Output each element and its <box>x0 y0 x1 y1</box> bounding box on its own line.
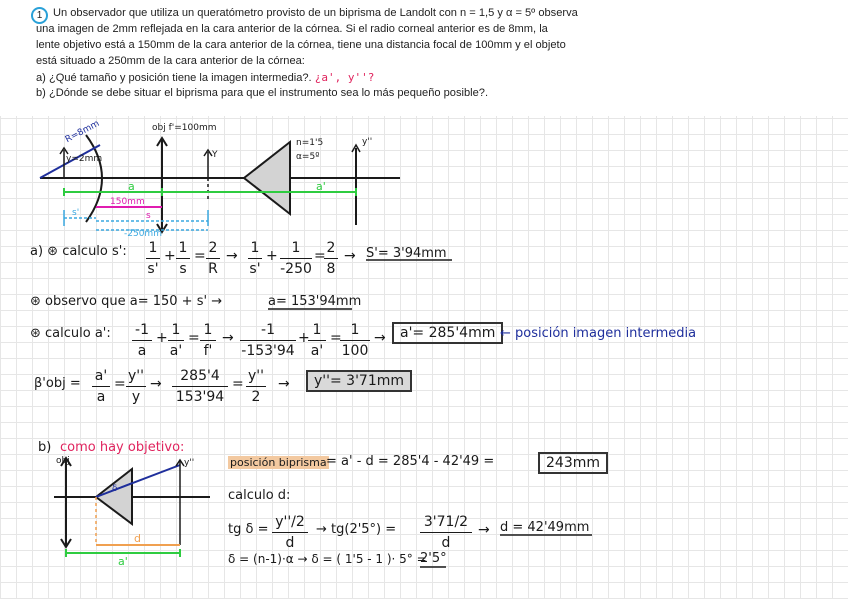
part-b-prefix: b) <box>38 440 52 455</box>
label-y: y=2mm <box>66 154 103 164</box>
frac-sub-1-100: 1 100 <box>341 322 369 359</box>
frac-1-s: 1 s <box>176 240 190 277</box>
statement-line-4: está situado a 250mm de la cara anterior de la córnea: <box>36 55 305 67</box>
label-Y: Y <box>212 150 218 160</box>
frac-minus1-a: -1 a <box>132 322 152 359</box>
frac-sub-1-a-prime: 1 a' <box>308 322 326 359</box>
result-y-double-prime: y''= 3'71mm <box>306 370 412 392</box>
note-unknowns: ¿a', y''? <box>314 71 375 84</box>
delta-result: 2'5° <box>420 551 447 566</box>
diagram2-obj: obj <box>56 456 70 466</box>
frac-1-s-prime: 1 s' <box>147 240 159 277</box>
label-a-prime: a' <box>316 180 326 193</box>
result-s-prime: S'= 3'94mm <box>366 246 447 261</box>
frac-y2-y: y'' y <box>126 368 146 405</box>
step-calc-a-prime: ⊛ calculo a': <box>30 326 111 341</box>
frac-sub-1-s-prime: 1 s' <box>249 240 261 277</box>
frac-tg-371-d: 3'71/2 d <box>420 514 472 551</box>
biprism-position-result: 243mm <box>538 452 608 474</box>
part-b-title: como hay objetivo: <box>60 440 185 455</box>
diagram2-y: y'' <box>184 458 195 468</box>
frac-1-f-prime: 1 f' <box>200 322 216 359</box>
statement-line-5: a) ¿Qué tamaño y posición tiene la imagen intermedia?. ¿a', y''? <box>36 71 375 84</box>
biprism-position-label: posición biprisma <box>230 456 327 469</box>
label-n: n=1'5 <box>296 138 324 148</box>
frac-sub-1-250: 1 -250 <box>280 240 312 277</box>
problem-number-badge: 1 <box>31 7 48 24</box>
statement-line-2: una imagen de 2mm reflejada en la cara anterior de la córnea. Si el radio corneal anterior es de 8mm, la <box>36 23 548 35</box>
result-a-prime: a'= 285'4mm <box>392 322 503 344</box>
label-radius: R=8mm <box>63 118 102 146</box>
label-150mm: 150mm <box>110 197 145 207</box>
frac-sub-minus1: -1 -153'94 <box>241 322 295 359</box>
calc-d-label: calculo d: <box>228 488 291 503</box>
label-alpha: α=5º <box>296 152 320 162</box>
label-s: s <box>146 211 151 221</box>
frac-sub-2-8: 2 8 <box>324 240 338 277</box>
diagram2-delta: δ <box>112 484 118 494</box>
step-observe: ⊛ observo que a= 150 + s' → <box>30 294 223 309</box>
label-a: a <box>128 180 135 193</box>
d-result: d = 42'49mm <box>500 520 590 535</box>
label-s-prime: s' <box>72 208 80 218</box>
note-intermediate-position: ← posición imagen intermedia <box>500 326 697 341</box>
delta-eq: δ = (n-1)·α → δ = ( 1'5 - 1 )· 5° = <box>228 552 427 566</box>
label-minus-250: -250mm <box>124 229 162 239</box>
statement-line-3: lente objetivo está a 150mm de la cara anterior de la córnea, tiene una distancia focal de 100mm y el objeto <box>36 39 566 51</box>
label-objective: obj f'=100mm <box>152 123 217 133</box>
frac-tg-y2-d: y''/2 d <box>272 514 308 551</box>
diagram2-d: d <box>134 532 141 545</box>
tg-delta-lhs: tg δ = <box>228 522 269 537</box>
part-a-prefix: a) ⊛ calculo s': <box>30 244 127 259</box>
beta-label: β'obj = <box>34 376 81 391</box>
frac-1-a-prime: 1 a' <box>169 322 183 359</box>
tg-mid: → tg(2'5°) = <box>316 522 397 537</box>
frac-285-153: 285'4 153'94 <box>172 368 228 405</box>
statement-line-6: b) ¿Dónde se debe situar el biprisma para que el instrumento sea lo más pequeño posible?. <box>36 87 489 99</box>
frac-a-prime-a: a' a <box>92 368 110 405</box>
frac-y2-2: y'' 2 <box>246 368 266 405</box>
statement-line-1: 1 Un observador que utiliza un queratómetro provisto de un biprisma de Landolt con n = 1,5 y α = 5º observa <box>34 6 578 24</box>
biprism-position-eq: = a' - d = 285'4 - 42'49 = <box>326 454 495 469</box>
notebook-page: 1 Un observador que utiliza un queratómetro provisto de un biprisma de Landolt con n = 1,5 y α = 5º observa una imagen de 2mm reflejada en la cara anterior de la córnea. Si el radio corneal anterior es de 8mm, la lente objetivo está a 150mm de la cara anterior de la córnea, tiene una distancia focal de 100mm y el objeto está situado a 250mm de la cara anterior de la córnea: a) ¿Qué tamaño y posición tiene la imagen intermedia?. ¿a', y''? b) ¿Dónde se debe situar el biprisma para que el instrumento sea lo más pequeño posible?. R=8mm y=2mm obj f'=100mm Y n=1'5 α=5º y'' a a' 150mm s' s -250mm a) ⊛ calculo s': 1 s' + 1 s = 2 R → 1 s' + 1 -250 = 2 8 → S'= 3'94mm ⊛ observo que a= 150 + s' → a= 153'94mm ⊛ calculo a': -1 a + 1 a' = 1 f' → -1 -153'94 + 1 a' = 1 100 → a'= 285'4mm ← posición imagen intermedia β'obj = a' a = y'' y → 285'4 153'94 = y'' 2 → y''= 3'71mm b) como hay objetivo: obj y'' δ d a' posición biprisma = a' - d = 285'4 - 42'49 = 243mm calculo d: tg δ = y''/2 d → tg(2'5°) = 3'71/2 d → d = 42'49mm δ = (n-1)·α → δ = ( 1'5 - 1 )· 5° = 2'5° <box>0 0 848 599</box>
diagram2-a-prime: a' <box>118 555 128 568</box>
frac-2-R: 2 R <box>206 240 220 277</box>
label-y-double-prime: y'' <box>362 137 373 147</box>
result-a: a= 153'94mm <box>268 294 362 309</box>
